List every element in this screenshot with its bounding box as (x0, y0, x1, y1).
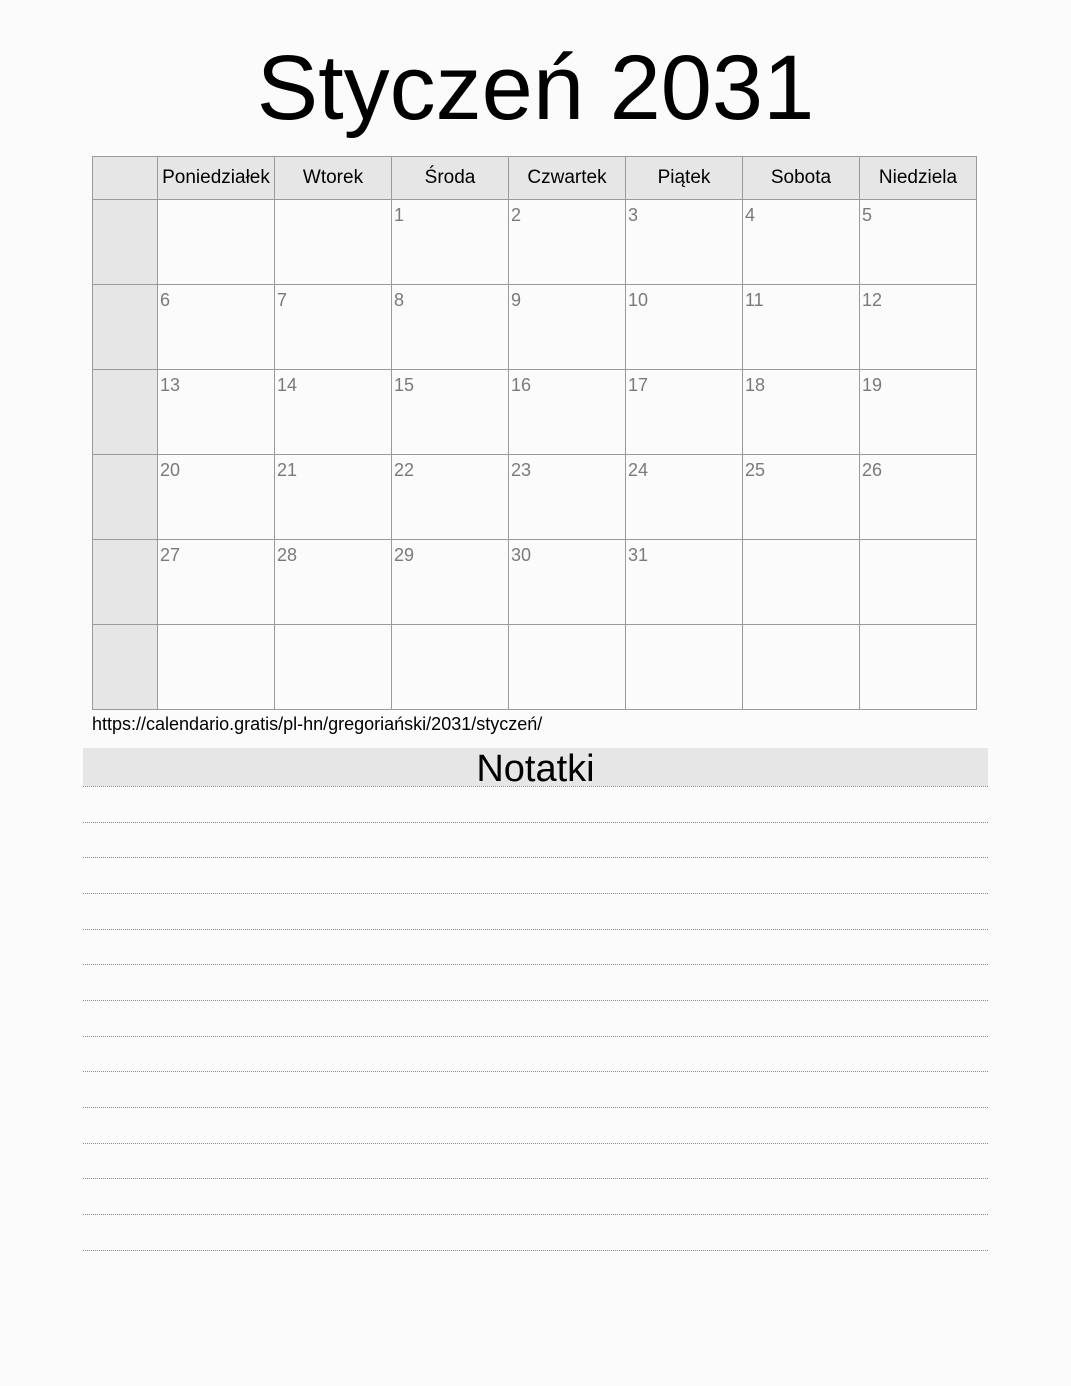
day-number: 3 (628, 205, 639, 225)
day-cell (509, 200, 626, 285)
day-number: 11 (745, 290, 764, 310)
day-cell (509, 370, 626, 455)
day-cell (275, 455, 392, 540)
notes-line (83, 1071, 988, 1072)
day-cell (158, 540, 275, 625)
week-row (93, 200, 977, 285)
weekday-header-saturday: Sobota (743, 157, 860, 200)
day-cell (158, 455, 275, 540)
day-cell (860, 625, 977, 710)
week-number-header (93, 157, 158, 200)
day-number: 26 (862, 460, 883, 480)
day-cell (743, 200, 860, 285)
day-number (860, 540, 976, 546)
weekday-header-sunday: Niedziela (860, 157, 977, 200)
day-cell (626, 540, 743, 625)
day-number: 16 (511, 375, 532, 395)
day-cell (860, 200, 977, 285)
day-number: 22 (394, 460, 415, 480)
day-number: 13 (160, 375, 181, 395)
day-cell (275, 370, 392, 455)
notes-line (83, 1143, 988, 1144)
day-number: 30 (511, 545, 532, 565)
day-cell (392, 540, 509, 625)
day-number (275, 200, 391, 206)
weekday-header-row (93, 157, 977, 200)
day-cell (626, 285, 743, 370)
day-number: 28 (277, 545, 298, 565)
day-number: 4 (745, 205, 756, 225)
notes-line (83, 1036, 988, 1037)
day-number: 6 (160, 290, 171, 310)
day-number: 15 (394, 375, 415, 395)
week-row (93, 625, 977, 710)
day-cell (158, 625, 275, 710)
day-cell (743, 625, 860, 710)
week-number-cell (93, 625, 158, 710)
day-cell (509, 540, 626, 625)
notes-line (83, 1250, 988, 1251)
notes-line (83, 929, 988, 930)
week-number-cell (93, 370, 158, 455)
notes-line (83, 857, 988, 858)
day-number (158, 625, 274, 631)
week-number-cell (93, 285, 158, 370)
day-number: 18 (745, 375, 766, 395)
day-cell (158, 200, 275, 285)
notes-line (83, 893, 988, 894)
notes-line (83, 964, 988, 965)
day-number: 29 (394, 545, 415, 565)
day-number: 10 (628, 290, 649, 310)
day-number: 27 (160, 545, 181, 565)
day-cell (275, 200, 392, 285)
day-number (158, 200, 274, 206)
day-cell (275, 625, 392, 710)
day-cell (392, 370, 509, 455)
day-number: 19 (862, 375, 883, 395)
notes-line (83, 1000, 988, 1001)
source-url-link[interactable]: https://calendario.gratis/pl-hn/gregoriański/2031/styczeń/ (92, 714, 543, 734)
day-cell (860, 540, 977, 625)
day-cell (392, 285, 509, 370)
day-number: 12 (862, 290, 883, 310)
day-cell (509, 285, 626, 370)
day-cell (626, 370, 743, 455)
day-number: 9 (511, 290, 522, 310)
notes-line (83, 1214, 988, 1215)
day-number: 17 (628, 375, 649, 395)
week-number-cell (93, 200, 158, 285)
week-number-cell (93, 540, 158, 625)
day-cell (743, 540, 860, 625)
day-number: 21 (277, 460, 298, 480)
day-cell (158, 370, 275, 455)
day-number (743, 540, 859, 546)
day-cell (509, 455, 626, 540)
month-calendar-grid (92, 156, 977, 710)
notes-line (83, 1178, 988, 1179)
day-number (626, 625, 742, 631)
notes-line (83, 786, 988, 787)
notes-line (83, 822, 988, 823)
week-row (93, 455, 977, 540)
day-number: 25 (745, 460, 766, 480)
day-number: 7 (277, 290, 288, 310)
day-cell (860, 455, 977, 540)
day-number: 31 (628, 545, 649, 565)
day-cell (392, 625, 509, 710)
day-cell (743, 455, 860, 540)
notes-title: Notatki (83, 748, 988, 786)
day-number: 23 (511, 460, 532, 480)
day-number (743, 625, 859, 631)
day-cell (626, 200, 743, 285)
day-number: 1 (394, 205, 405, 225)
week-row (93, 285, 977, 370)
day-cell (860, 370, 977, 455)
day-number: 2 (511, 205, 522, 225)
day-cell (626, 625, 743, 710)
day-number: 24 (628, 460, 649, 480)
day-cell (509, 625, 626, 710)
day-number (860, 625, 976, 631)
day-number (392, 625, 508, 631)
weekday-header-friday: Piątek (626, 157, 743, 200)
page-title: Styczeń 2031 (256, 37, 815, 139)
day-number: 8 (394, 290, 405, 310)
day-number (509, 625, 625, 631)
day-number (275, 625, 391, 631)
week-row (93, 540, 977, 625)
day-cell (626, 455, 743, 540)
weekday-header-tuesday: Wtorek (275, 157, 392, 200)
day-cell (275, 285, 392, 370)
weekday-header-wednesday: Środa (392, 157, 509, 200)
week-number-cell (93, 455, 158, 540)
weekday-header-monday: Poniedziałek (158, 157, 275, 200)
day-cell (743, 285, 860, 370)
day-cell (860, 285, 977, 370)
day-cell (392, 455, 509, 540)
day-number: 14 (277, 375, 298, 395)
day-cell (392, 200, 509, 285)
notes-line (83, 1107, 988, 1108)
day-cell (158, 285, 275, 370)
day-number: 5 (862, 205, 873, 225)
day-cell (275, 540, 392, 625)
weekday-header-thursday: Czwartek (509, 157, 626, 200)
week-row (93, 370, 977, 455)
day-cell (743, 370, 860, 455)
day-number: 20 (160, 460, 181, 480)
